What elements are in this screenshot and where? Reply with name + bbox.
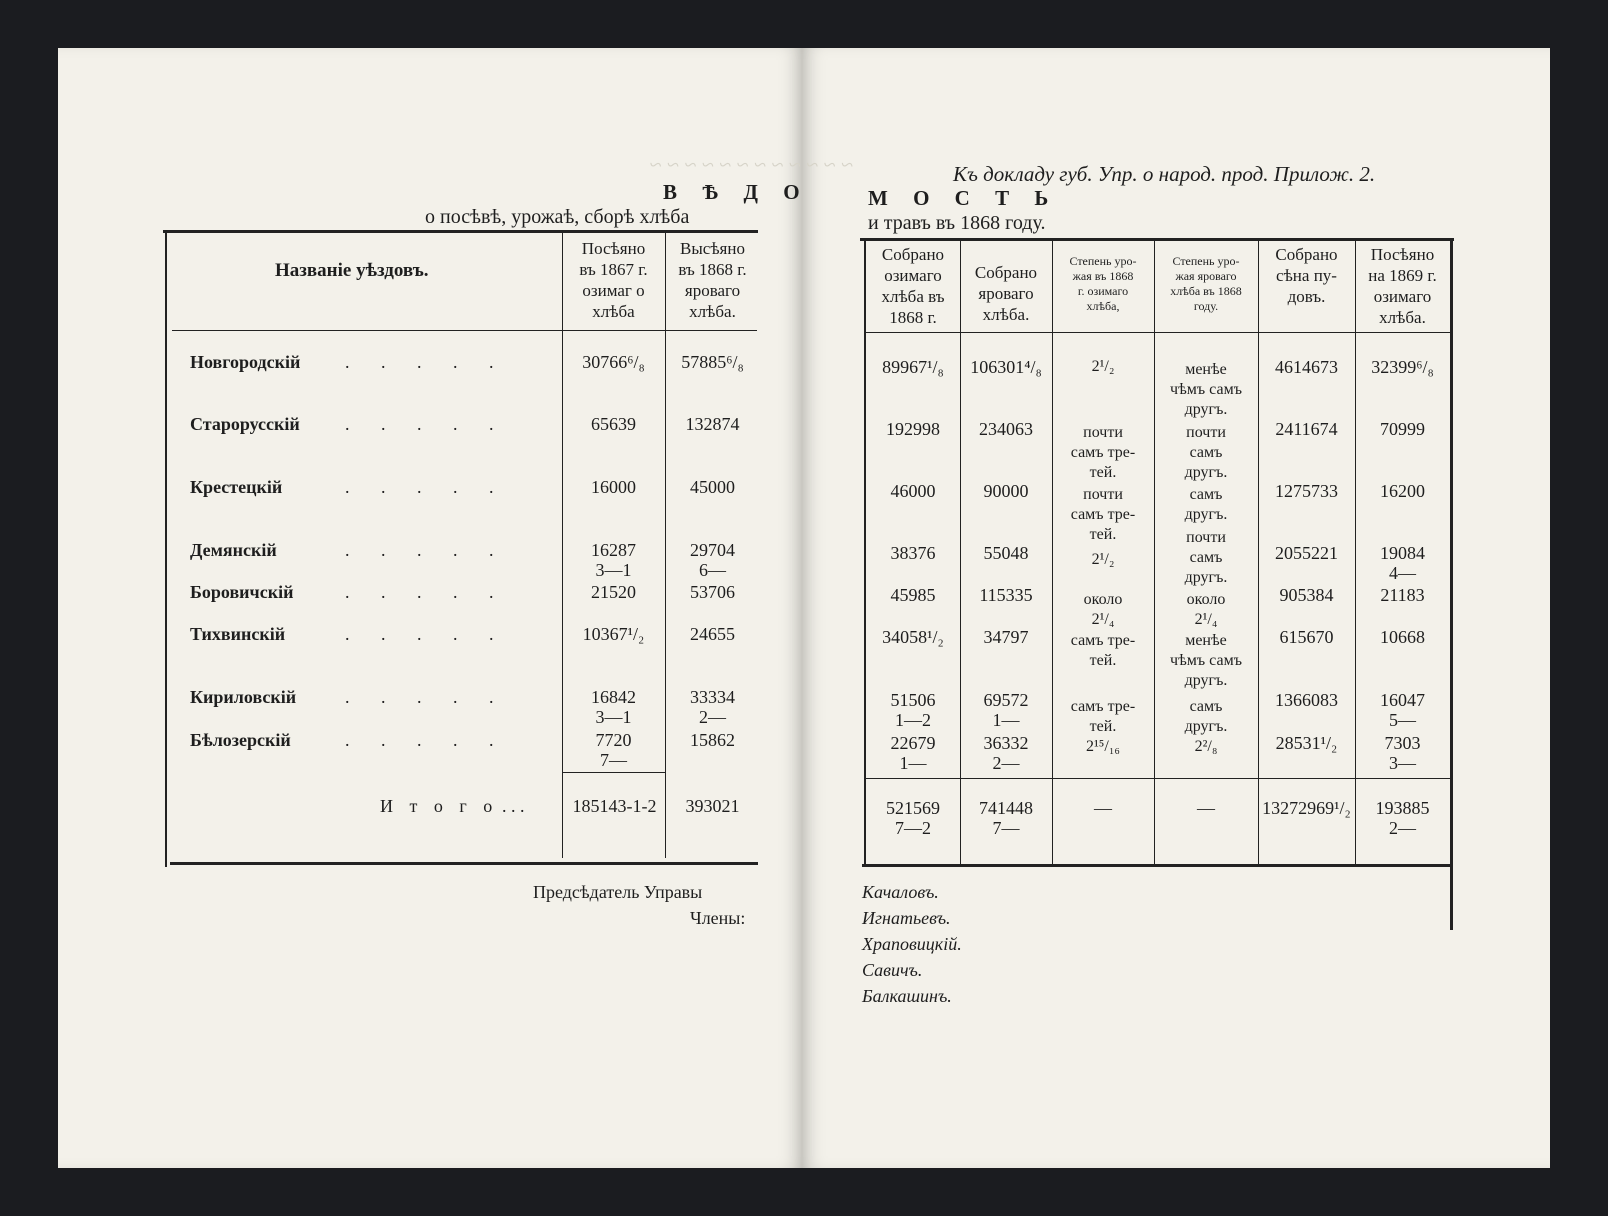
cell-spring-collected: 34797 <box>983 627 1029 647</box>
total-spring-collected: 741448 7— <box>979 798 1033 838</box>
bleed-through: ~ ~ ~ ~ ~ ~ ~ ~ ~ ~ ~ ~ <box>650 152 854 177</box>
cell-winter-yield: почти самъ тре- тей. <box>1070 424 1136 481</box>
district-name: Тихвинскій <box>190 624 286 644</box>
subtitle-part-left: о посѣвѣ, урожаѣ, сборѣ хлѣба <box>425 206 690 228</box>
leader-dots: . . . . . <box>345 624 494 644</box>
title-part-right: М О С Т Ь <box>868 186 1059 210</box>
title-part-left: В Ѣ Д О <box>663 180 810 204</box>
table-bottom-rule-left <box>170 862 758 865</box>
leader-dots: . . . . . <box>345 414 494 434</box>
total-hay: 13272969¹/₂ <box>1262 798 1351 818</box>
table-top-rule-right <box>860 238 1454 241</box>
cell-sown-1867: 65639 <box>591 414 636 434</box>
col-header-sown-1868: Высѣяно въ 1868 г. яроваго хлѣба. <box>678 239 747 321</box>
cell-winter-yield: самъ тре- тей. <box>1070 632 1136 669</box>
table-bottom-rule-right <box>862 864 1452 867</box>
leader-dots: . . . . . <box>345 540 494 560</box>
cell-spring-collected: 115335 <box>979 585 1033 605</box>
cell-spring-collected: 234063 <box>979 419 1033 439</box>
cell-spring-collected: 69572 1— <box>983 690 1029 730</box>
total-dots: . . . <box>502 796 525 816</box>
cell-sown-1867: 16842 3—1 <box>591 687 636 727</box>
header-rule-right <box>864 332 1451 333</box>
cell-sown-1868: 29704 6— <box>690 540 735 580</box>
district-name: Бѣлозерскій <box>190 730 291 750</box>
district-name: Демянскій <box>190 540 277 560</box>
cell-sown-1868: 15862 <box>690 730 735 750</box>
cell-winter-collected: 51506 1—2 <box>890 690 936 730</box>
cell-hay: 615670 <box>1279 627 1334 647</box>
table-left-border <box>165 232 167 867</box>
cell-sown-1868: 57885⁶/₈ <box>681 352 744 372</box>
cell-hay: 4614673 <box>1275 357 1338 377</box>
cell-sown-1867: 7720 7— <box>595 730 632 770</box>
subtitle-part-right: и травъ въ 1868 году. <box>868 212 1046 234</box>
cell-spring-yield: менѣе чѣмъ самъ другъ. <box>1170 632 1242 689</box>
total-sown-1869: 193885 2— <box>1375 798 1430 838</box>
col-header-winter-collected: Собрано озимаго хлѣба въ 1868 г. <box>881 245 945 327</box>
total-sown-1867: 185143-1-2 <box>572 796 657 816</box>
cell-hay: 1366083 <box>1275 690 1338 710</box>
leader-dots: . . . . . <box>345 687 494 707</box>
cell-winter-yield: почти самъ тре- тей. <box>1070 486 1136 543</box>
col-header-winter-yield: Степень уро- жая въ 1868 г. озимаго хлѣба, <box>1069 254 1137 313</box>
cell-hay: 905384 <box>1279 585 1334 605</box>
cell-winter-yield: около 2¹/₄ <box>1083 591 1123 628</box>
col-header-sown-1867: Посѣяно въ 1867 г. озимаг о хлѣба <box>579 239 648 321</box>
total-winter-yield: — <box>1094 798 1112 818</box>
cell-spring-collected: 55048 <box>983 543 1029 563</box>
cell-sown-1868: 33334 2— <box>690 687 735 727</box>
col-header-spring-yield: Степень уро- жая яроваго хлѣба въ 1868 году. <box>1170 254 1242 313</box>
cell-sown-1869: 21183 <box>1380 585 1425 605</box>
col-header-district: Названіе уѣздовъ. <box>275 260 429 281</box>
cell-winter-collected: 22679 1— <box>890 733 936 773</box>
cell-winter-collected: 89967¹/₈ <box>882 357 944 377</box>
district-name: Кириловскій <box>190 687 297 707</box>
cell-hay: 1275733 <box>1275 481 1338 501</box>
cell-winter-yield: самъ тре- тей. <box>1070 698 1136 735</box>
cell-sown-1868: 45000 <box>690 477 735 497</box>
cell-winter-collected: 38376 <box>890 543 936 563</box>
district-name: Новгородскій <box>190 352 301 372</box>
table-top-rule-left <box>163 230 758 233</box>
cell-sown-1869: 16200 <box>1380 481 1425 501</box>
cell-winter-collected: 46000 <box>890 481 936 501</box>
cell-spring-yield: самъ другъ. <box>1184 486 1228 523</box>
cell-spring-collected: 90000 <box>983 481 1029 501</box>
col-header-hay: Собрано сѣна пу- довъ. <box>1275 245 1338 306</box>
cell-sown-1869: 10668 <box>1380 627 1425 647</box>
cell-sown-1868: 132874 <box>685 414 740 434</box>
cell-hay: 2411674 <box>1275 419 1338 439</box>
cell-spring-yield: самъ другъ. <box>1184 698 1228 735</box>
cell-sown-1869: 32399⁶/₈ <box>1371 357 1434 377</box>
cell-sown-1867: 10367¹/₂ <box>582 624 645 644</box>
leader-dots: . . . . . <box>345 477 494 497</box>
district-name: Старорусскій <box>190 414 300 434</box>
signature-name: Качаловъ. <box>862 882 939 902</box>
signature-name: Игнатьевъ. <box>862 908 951 928</box>
cell-spring-yield: 2²/₈ <box>1194 738 1218 755</box>
cell-sown-1867: 30766⁶/₈ <box>582 352 645 372</box>
cell-sown-1867: 16287 3—1 <box>591 540 636 580</box>
cell-spring-yield: почти самъ другъ. <box>1184 424 1228 481</box>
total-winter-collected: 521569 7—2 <box>886 798 940 838</box>
cell-sown-1869: 70999 <box>1380 419 1425 439</box>
signature-name: Балкашинъ. <box>862 986 952 1006</box>
cell-sown-1869: 7303 3— <box>1384 733 1421 773</box>
total-sown-1868: 393021 <box>685 796 740 816</box>
header-rule-left <box>172 330 757 331</box>
sum-rule <box>864 778 1451 779</box>
cell-winter-yield: 2¹⁵/₁₆ <box>1086 738 1120 755</box>
cell-sown-1867: 16000 <box>591 477 636 497</box>
cell-winter-collected: 34058¹/₂ <box>882 627 944 647</box>
cell-spring-collected: 106301⁴/₈ <box>970 357 1042 377</box>
members-label: Члены: <box>690 908 746 928</box>
col-header-sown-1869: Посѣяно на 1869 г. озимаго хлѣба. <box>1368 245 1437 327</box>
header-note: Къ докладу губ. Упр. о народ. прод. Прилож. 2. <box>953 162 1376 186</box>
cell-sown-1868: 24655 <box>690 624 735 644</box>
leader-dots: . . . . . <box>345 352 494 372</box>
table-right-border <box>1450 240 1453 930</box>
cell-spring-yield: почти самъ другъ. <box>1184 529 1228 586</box>
cell-winter-yield: 2¹/₂ <box>1091 358 1115 375</box>
cell-spring-collected: 36332 2— <box>983 733 1029 773</box>
cell-sown-1869: 19084 4— <box>1380 543 1425 583</box>
total-label: И т о г о <box>380 796 499 816</box>
cell-hay: 28531¹/₂ <box>1275 733 1338 753</box>
total-spring-yield: — <box>1197 798 1215 818</box>
district-name: Крестецкій <box>190 477 283 497</box>
cell-sown-1868: 53706 <box>690 582 735 602</box>
cell-sown-1867: 21520 <box>591 582 636 602</box>
cell-winter-collected: 192998 <box>886 419 940 439</box>
signature-name: Савичъ. <box>862 960 923 980</box>
district-name: Боровичскій <box>190 582 294 602</box>
cell-hay: 2055221 <box>1275 543 1338 563</box>
sum-rule <box>562 772 665 773</box>
leader-dots: . . . . . <box>345 582 494 602</box>
chairman-label: Предсѣдатель Управы <box>533 882 703 902</box>
cell-winter-yield: 2¹/₂ <box>1091 551 1115 568</box>
cell-winter-collected: 45985 <box>890 585 936 605</box>
cell-spring-yield: около 2¹/₄ <box>1186 591 1226 628</box>
cell-sown-1869: 16047 5— <box>1380 690 1425 730</box>
signature-name: Храповицкій. <box>862 934 962 954</box>
cell-spring-yield: менѣе чѣмъ самъ другъ. <box>1170 361 1242 418</box>
col-header-spring-collected: Собрано яроваго хлѣба. <box>974 263 1038 324</box>
leader-dots: . . . . . <box>345 730 494 750</box>
